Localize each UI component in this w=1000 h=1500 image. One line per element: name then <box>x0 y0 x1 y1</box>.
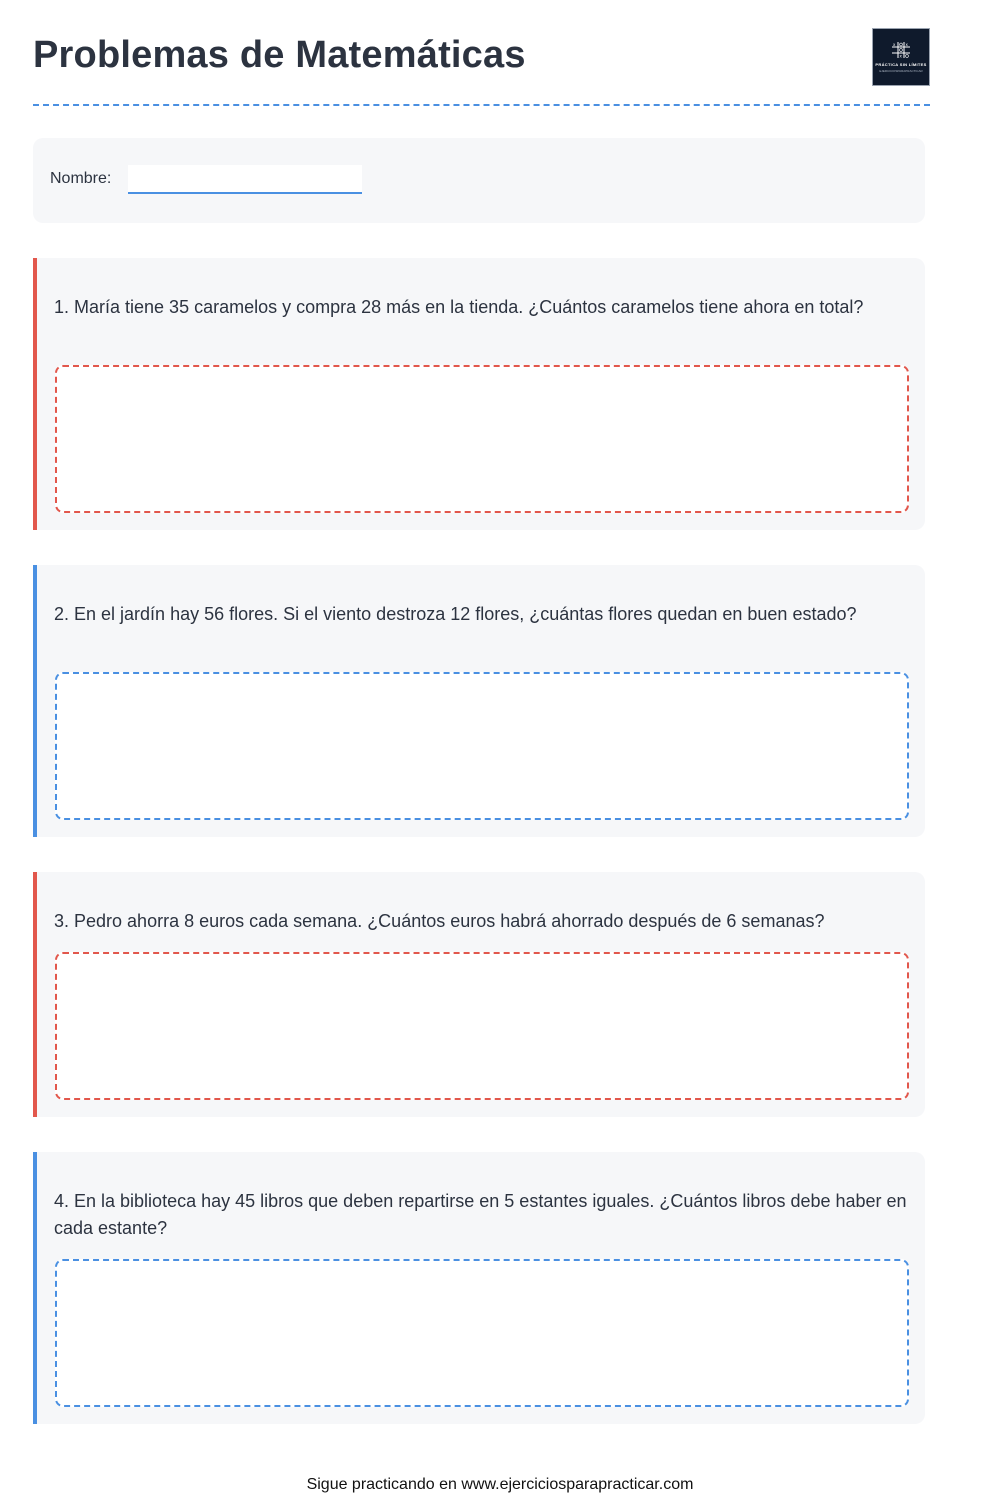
answer-box[interactable] <box>55 672 909 820</box>
name-input[interactable] <box>128 165 362 194</box>
problem-card-1 <box>33 258 925 530</box>
problem-card-2 <box>33 565 925 837</box>
name-label: Nombre: <box>50 170 112 187</box>
page-title: Problemas de Matemáticas <box>33 34 526 76</box>
logo-brand-text: PRÁCTICA SIN LÍMITES <box>875 62 927 67</box>
problem-text: 2. En el jardín hay 56 flores. Si el viento destroza 12 flores, ¿cuántas flores quedan en buen estado? <box>54 604 857 624</box>
answer-box[interactable] <box>55 1259 909 1407</box>
logo-tagline-text: EJERCICIOSPARAPRACTICAR <box>879 69 923 73</box>
svg-text:x: x <box>899 53 902 59</box>
problem-card-4 <box>33 1152 925 1424</box>
problem-text: 1. María tiene 35 caramelos y compra 28 más en la tienda. ¿Cuántos caramelos tiene ahora en total? <box>54 297 864 317</box>
answer-box[interactable] <box>55 365 909 513</box>
answer-box[interactable] <box>55 952 909 1100</box>
tic-tac-toe-icon <box>890 41 912 59</box>
svg-text:x: x <box>893 42 896 47</box>
svg-text:x: x <box>905 42 908 47</box>
problem-card-3 <box>33 872 925 1117</box>
name-section <box>33 138 925 223</box>
footer-text: Sigue practicando en www.ejerciciosparapracticar.com <box>306 1476 694 1493</box>
brand-logo <box>872 28 930 86</box>
problem-text: 3. Pedro ahorra 8 euros cada semana. ¿Cuántos euros habrá ahorrado después de 6 semanas? <box>54 911 825 931</box>
problem-text: 4. En la biblioteca hay 45 libros que deben repartirse en 5 estantes iguales. ¿Cuántos libros debe haber en cada estante? <box>54 1191 907 1238</box>
page-header <box>33 28 930 106</box>
